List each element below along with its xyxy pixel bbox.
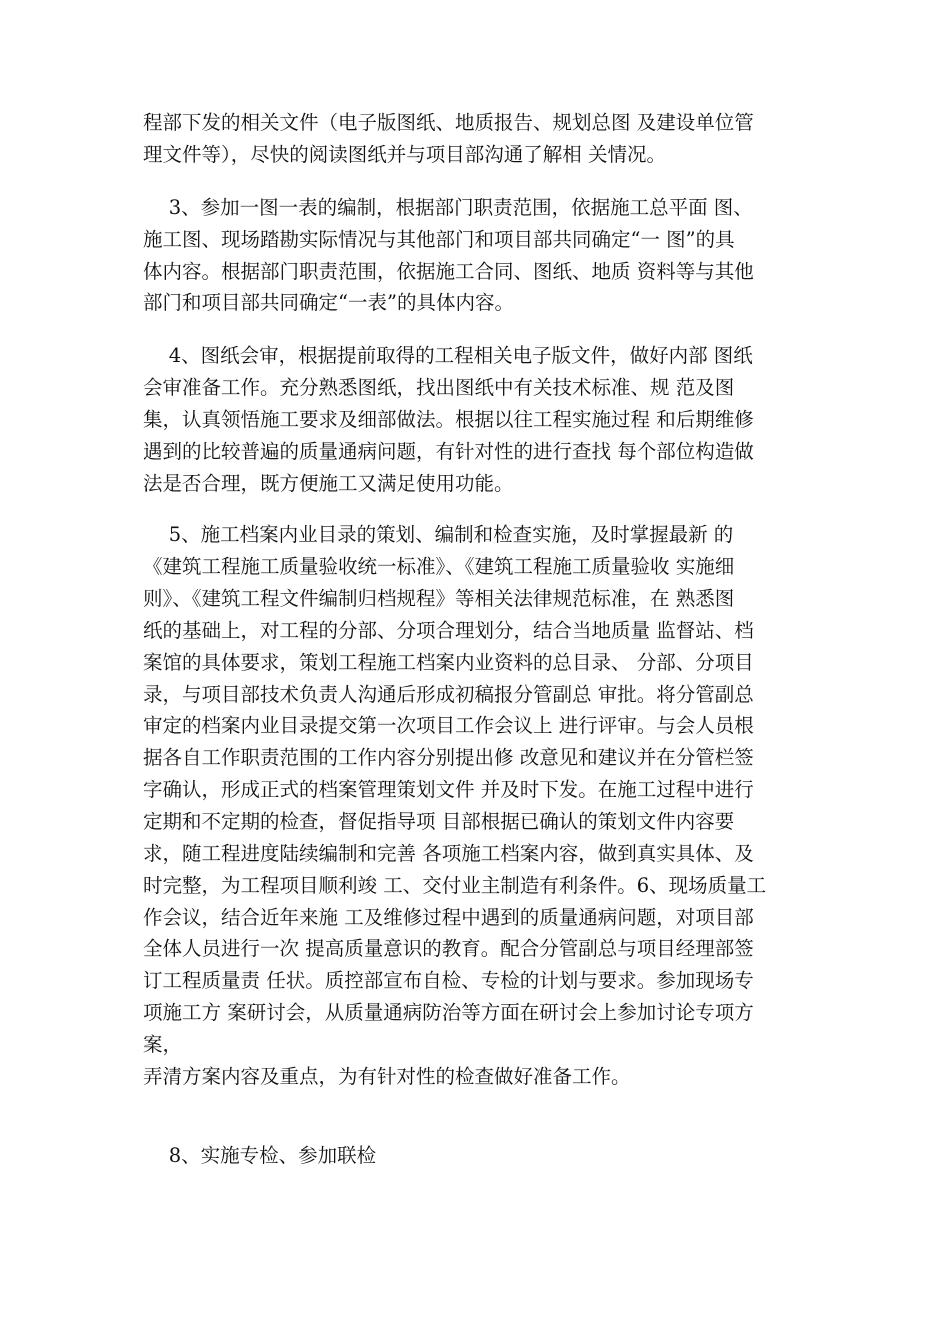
text-line: 作会议，结合近年来施 工及维修过程中遇到的质量通病问题，对项目部 [143, 906, 754, 929]
text-line: 求，随工程进度陆续编制和完善 各项施工档案内容，做到真实具体、及 [143, 842, 754, 865]
text-line: 理文件等），尽快的阅读图纸并与项目部沟通了解相 关情况。 [143, 143, 666, 166]
text-line: 体内容。根据部门职责范围，依据施工合同、图纸、地质 资料等与其他 [143, 260, 754, 283]
text-line: 5、施工档案内业目录的策划、编制和检查实施，及时掌握最新 的 [143, 523, 734, 546]
text-line: 遇到的比较普遍的质量通病问题，有针对性的进行查找 每个部位构造做 [143, 440, 754, 463]
text-line: 法是否合理，既方便施工又满足使用功能。 [143, 472, 514, 495]
text-line: 纸的基础上，对工程的分部、分项合理划分，结合当地质量 监督站、档 [143, 619, 754, 642]
text-line: 时完整，为工程项目顺利竣 工、交付业主制造有利条件。6、现场质量工 [143, 874, 767, 897]
text-line: 定期和不定期的检查，督促指导项 目部根据已确认的策划文件内容要 [143, 810, 735, 833]
text-line: 会审准备工作。充分熟悉图纸，找出图纸中有关技术标准、规 范及图 [143, 376, 735, 399]
text-line: 录，与项目部技术负责人沟通后形成初稿报分管副总 审批。将分管副总 [143, 683, 754, 706]
text-line: 全体人员进行一次 提高质量意识的教育。配合分管副总与项目经理部签 [143, 937, 754, 960]
text-line: 订工程质量责 任状。质控部宣布自检、专检的计划与要求。参加现场专 [143, 969, 754, 992]
text-line: 弄清方案内容及重点，为有针对性的检查做好准备工作。 [143, 1065, 631, 1088]
text-line: 8、实施专检、参加联检 [143, 1144, 377, 1167]
text-line: 项施工方 案研讨会，从质量通病防治等方面在研讨会上参加讨论专项方 [143, 1001, 754, 1024]
text-line: 则》、《建筑工程文件编制归档规程》等相关法律规范标准，在 熟悉图 [143, 587, 735, 610]
text-line: 集，认真领悟施工要求及细部做法。根据以往工程实施过程 和后期维修 [143, 408, 754, 431]
text-line: 案， [143, 1033, 183, 1056]
text-line: 据各自工作职责范围的工作内容分别提出修 改意见和建议并在分管栏签 [143, 746, 754, 769]
text-line: 4、图纸会审，根据提前取得的工程相关电子版文件，做好内部 图纸 [143, 344, 753, 367]
text-line: 案馆的具体要求，策划工程施工档案内业资料的总目录、 分部、分项目 [143, 651, 754, 674]
text-line: 部门和项目部共同确定“一表”的具体内容。 [143, 291, 514, 314]
text-line: 程部下发的相关文件（电子版图纸、地质报告、规划总图 及建设单位管 [143, 111, 754, 134]
text-line: 施工图、现场踏勘实际情况与其他部门和项目部共同确定“一 图”的具 [143, 228, 735, 251]
text-line: 审定的档案内业目录提交第一次项目工作会议上 进行评审。与会人员根 [143, 714, 754, 737]
text-line: 字确认，形成正式的档案管理策划文件 并及时下发。在施工过程中进行 [143, 778, 754, 801]
text-line: 《建筑工程施工质量验收统一标准》、《建筑工程施工质量验收 实施细 [143, 555, 735, 578]
text-line: 3、参加一图一表的编制，根据部门职责范围，依据施工总平面 图、 [143, 196, 753, 219]
